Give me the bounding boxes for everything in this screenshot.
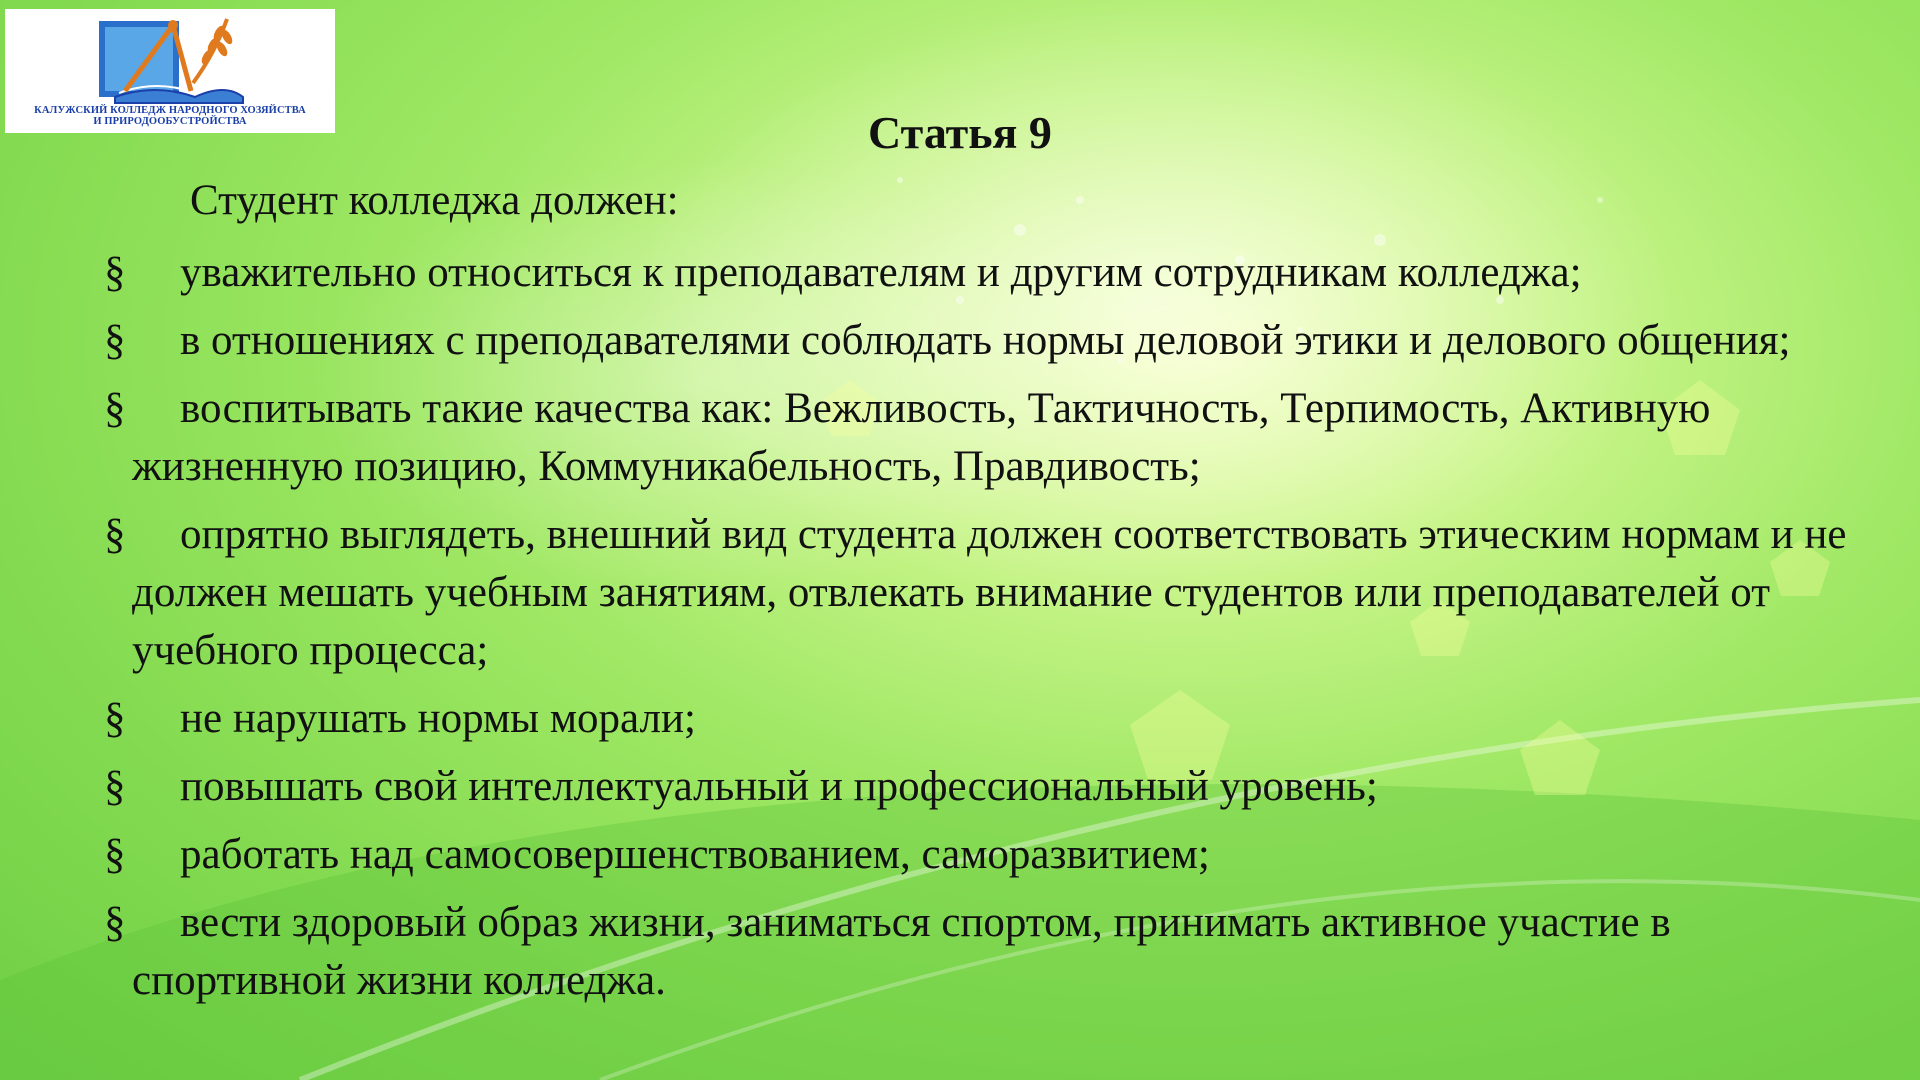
list-item — [104, 244, 1864, 302]
duties-list — [104, 244, 1864, 1020]
list-item-text: опрятно выглядеть, внешний вид студента должен соответствовать этическим нормам и не должен мешать учебным занятиям, отвлекать внимание студентов или преподавателей от учебного процесса; — [132, 511, 1847, 674]
list-item — [104, 380, 1864, 496]
list-item — [104, 826, 1864, 884]
section-sign-icon: § — [104, 317, 126, 364]
list-item — [104, 758, 1864, 816]
logo-caption-line2: И ПРИРОДООБУСТРОЙСТВА — [93, 116, 247, 127]
list-item-text: не нарушать нормы морали; — [180, 695, 696, 742]
logo-caption-line1: КАЛУЖСКИЙ КОЛЛЕДЖ НАРОДНОГО ХОЗЯЙСТВА — [34, 105, 306, 116]
section-sign-icon: § — [104, 511, 126, 558]
list-item — [104, 312, 1864, 370]
section-sign-icon: § — [104, 385, 126, 432]
list-item-text: в отношениях с преподавателями соблюдать нормы деловой этики и делового общения; — [180, 317, 1791, 364]
list-item-text: работать над самосовершенствованием, саморазвитием; — [180, 831, 1210, 878]
list-item — [104, 894, 1864, 1010]
section-sign-icon: § — [104, 249, 126, 296]
section-sign-icon: § — [104, 831, 126, 878]
section-sign-icon: § — [104, 899, 126, 946]
list-item-text: воспитывать такие качества как: Вежливость, Тактичность, Терпимость, Активную жизненную позицию, Коммуникабельность, Правдивость; — [132, 385, 1711, 490]
list-item-text: повышать свой интеллектуальный и профессиональный уровень; — [180, 763, 1378, 810]
section-sign-icon: § — [104, 695, 126, 742]
list-item — [104, 506, 1864, 680]
intro-text: Студент колледжа должен: — [190, 177, 679, 224]
list-item — [104, 690, 1864, 748]
list-item-text: вести здоровый образ жизни, заниматься спортом, принимать активное участие в спортивной жизни колледжа. — [132, 899, 1671, 1004]
slide-title: Статья 9 — [868, 107, 1052, 158]
section-sign-icon: § — [104, 763, 126, 810]
list-item-text: уважительно относиться к преподавателям и другим сотрудникам колледжа; — [180, 249, 1582, 296]
